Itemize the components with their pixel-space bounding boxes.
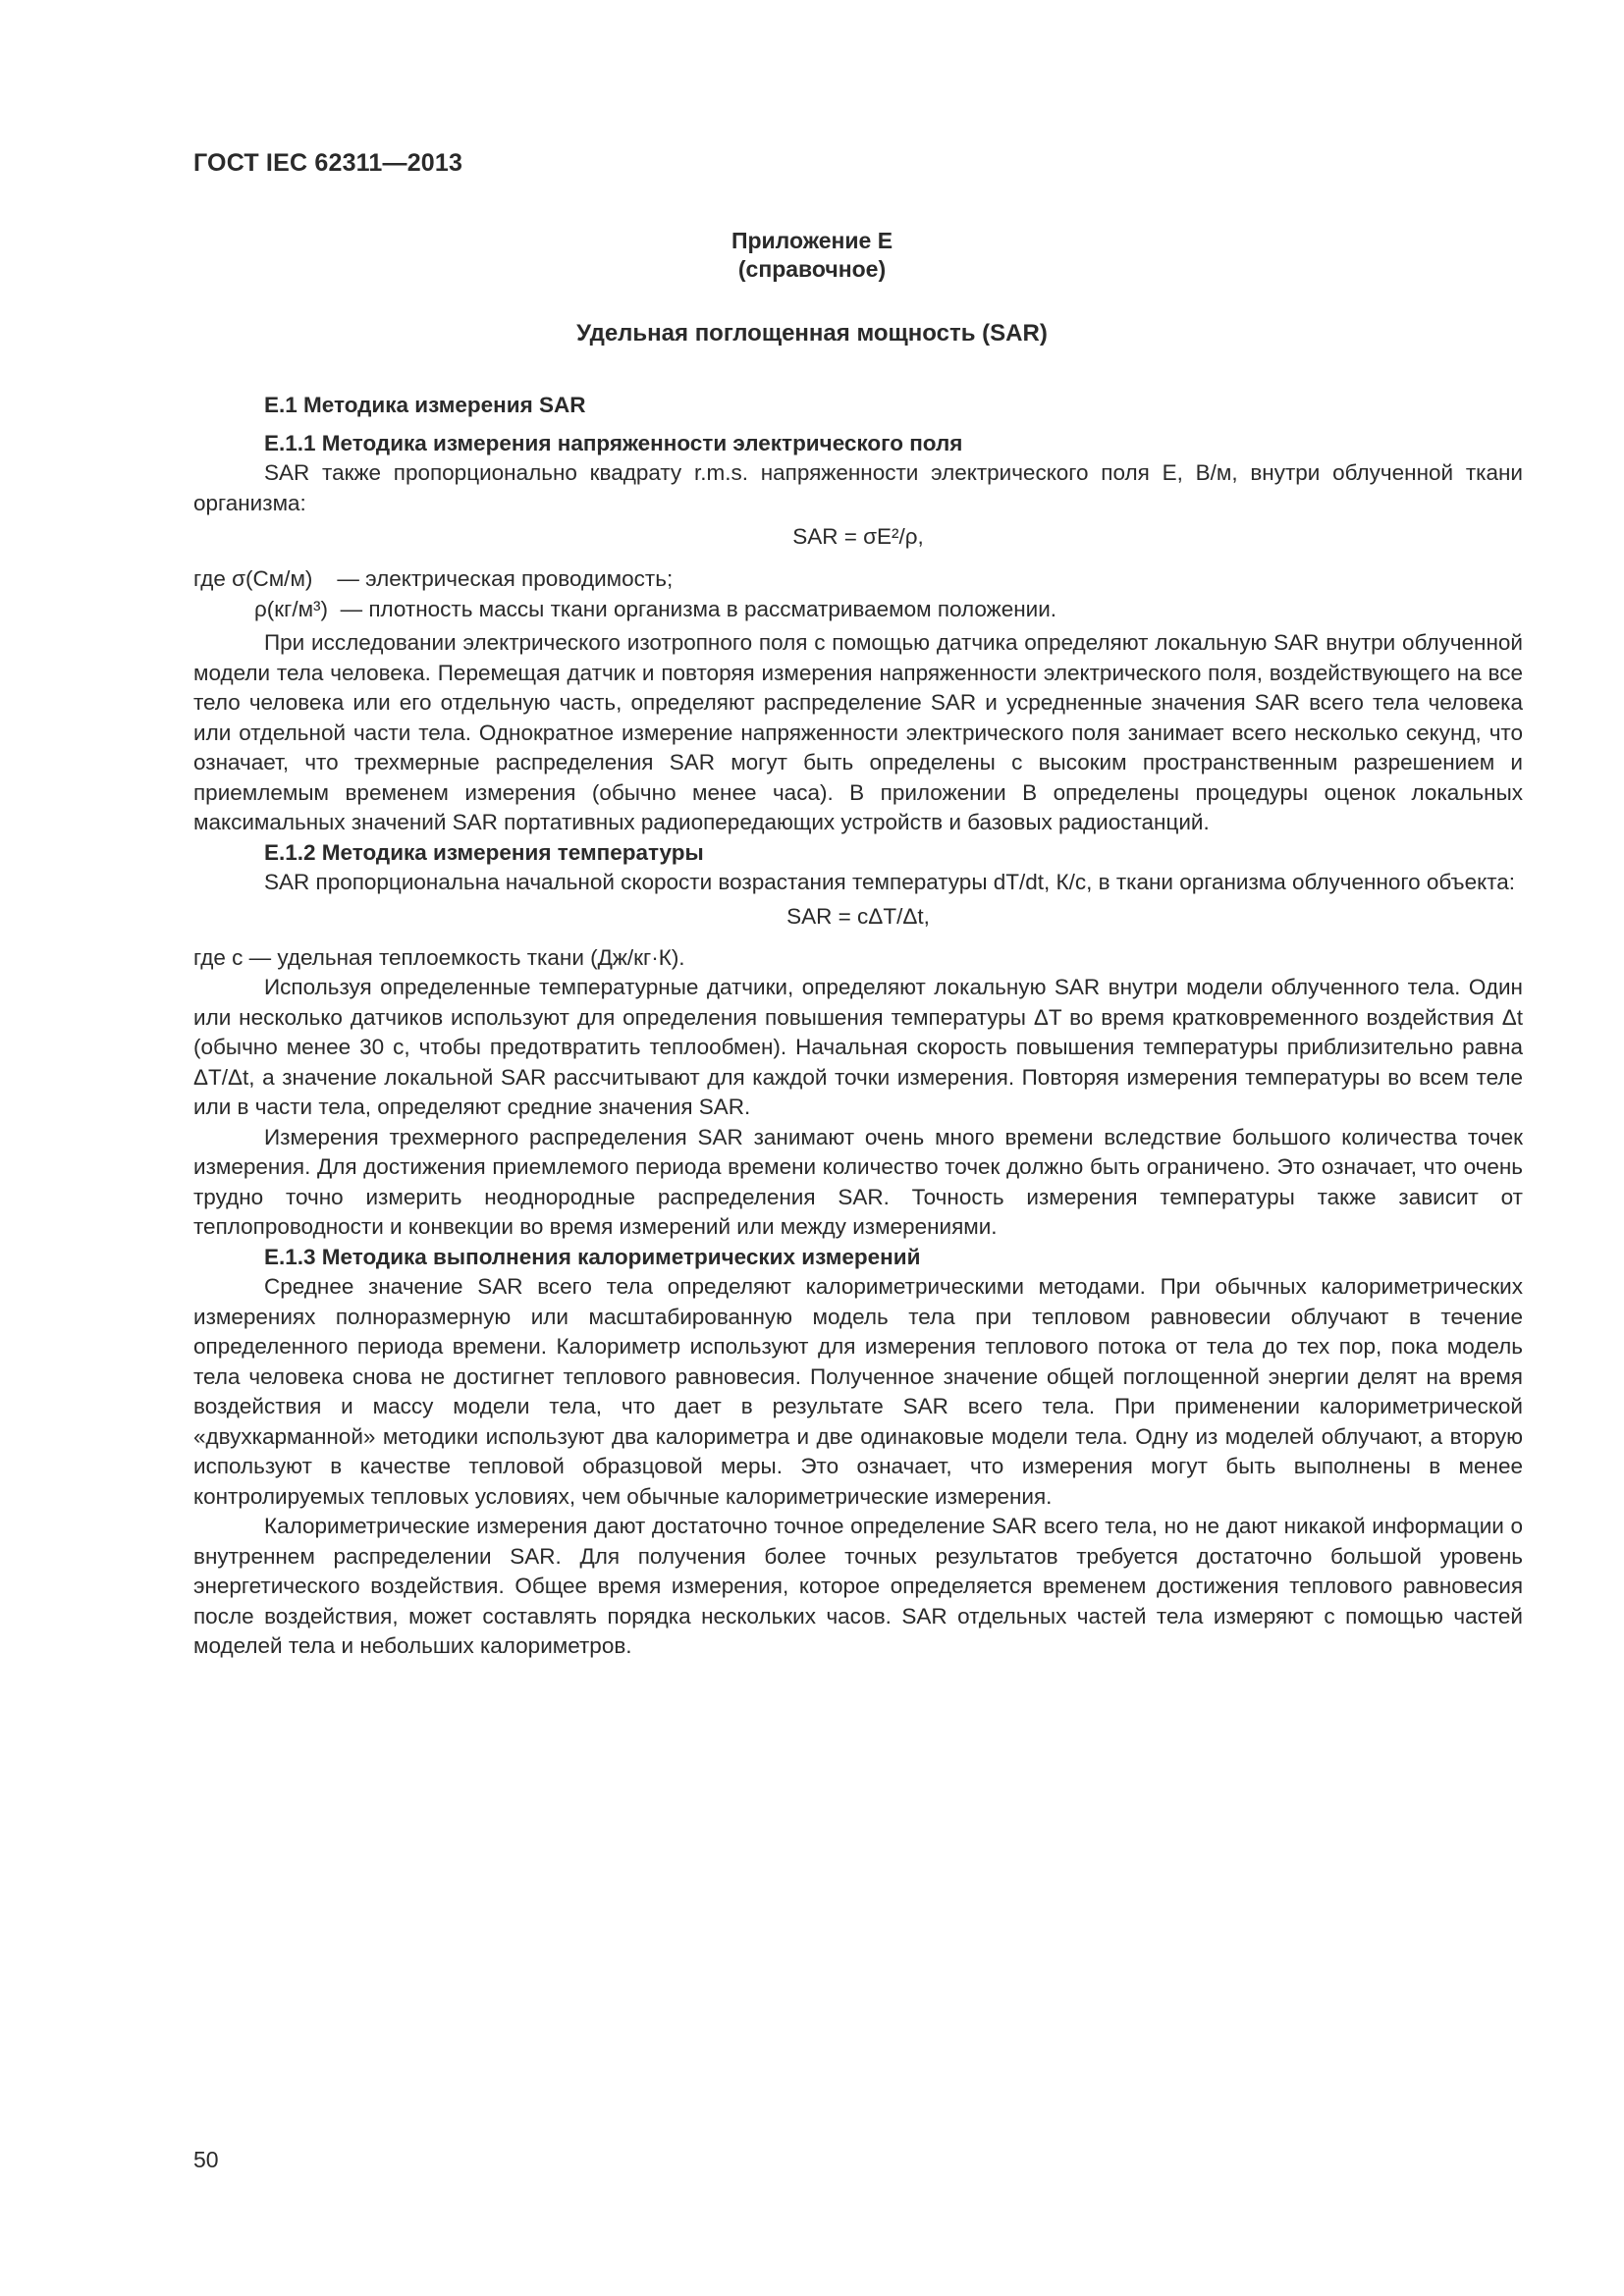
- page-number: 50: [193, 2147, 219, 2172]
- document-header: ГОСТ IEC 62311—2013: [193, 149, 463, 177]
- section-heading-e1-3: E.1.3 Методика выполнения калориметрических измерений: [264, 1244, 921, 1269]
- paragraph: При исследовании электрического изотропного поля с помощью датчика определяют локальную SAR внутри облученной модели тела человека. Перемещая датчик и повторяя измерения напряженности электрического поля, воздействующего на все тело человека или его отдельную часть, определяют распределение SAR и усредненные значения SAR всего тела человека или отдельной части тела. Однократное измерение напряженности электрического поля занимает всего несколько секунд, что означает, что трехмерные распределения SAR могут быть определены с высоким пространственным разрешением и приемлемым временем измерения (обычно менее часа). В приложении В определены процедуры оценок локальных максимальных значений SAR портативных радиопередающих устройств и базовых радиостанций.: [193, 630, 1523, 834]
- formula-sar-temperature: SAR = cΔT/Δt,: [786, 903, 930, 929]
- section-heading-e1-1: E.1.1 Методика измерения напряженности электрического поля: [264, 430, 963, 455]
- paragraph: Среднее значение SAR всего тела определяют калориметрическими методами. При обычных калориметрических измерениях полноразмерную или масштабированную модель тела при тепловом равновесии облучают в течение определенного периода времени. Калориметр используют для измерения теплового потока от тела до тех пор, пока модель тела человека снова не достигнет теплового равновесия. Полученное значение общей поглощенной энергии делят на время воздействия и массу модели тела, что дает в результате SAR всего тела. При применении калориметрической «двухкарманной» методики используют два калориметра и две одинаковые модели тела. Одну из моделей облучают, а вторую используют в качестве тепловой образцовой меры. Это означает, что измерения могут быть выполнены в менее контролируемых тепловых условиях, чем обычные калориметрические измерения.: [193, 1274, 1523, 1509]
- definition-text: — электрическая проводимость;: [337, 566, 674, 591]
- formula-sar-field: SAR = σE²/ρ,: [792, 524, 924, 549]
- definitions-list: [193, 563, 1523, 624]
- paragraph: SAR пропорциональна начальной скорости возрастания температуры dT/dt, К/с, в ткани организма облученного объекта:: [264, 870, 1516, 894]
- paragraph: Калориметрические измерения дают достаточно точное определение SAR всего тела, но не дают никакой информации о внутреннем распределении SAR. Для получения более точных результатов требуется достаточно большой уровень энергетического воздействия. Общее время измерения, которое определяется временем достижения теплового равновесия после воздействия, может составлять порядка нескольких часов. SAR отдельных частей тела измеряют с помощью частей моделей тела и небольших калориметров.: [193, 1514, 1523, 1658]
- annex-title-block: [0, 227, 1624, 284]
- definition-text: — плотность массы ткани организма в рассматриваемом положении.: [340, 597, 1057, 621]
- annex-title: Приложение Е: [731, 228, 893, 253]
- section-heading-e1-2: E.1.2 Методика измерения температуры: [264, 839, 704, 865]
- definition-row: [193, 594, 1523, 624]
- definition-line: где c — удельная теплоемкость ткани (Дж/кг·К).: [193, 944, 685, 970]
- paragraph: Измерения трехмерного распределения SAR занимают очень много времени вследствие большого количества точек измерения. Для достижения приемлемого периода времени количество точек должно быть ограничено. Это означает, что очень трудно точно измерить неоднородные распределения SAR. Точность измерения температуры также зависит от теплопроводности и конвекции во время измерений или между измерениями.: [193, 1124, 1523, 1239]
- annex-kind: (справочное): [737, 256, 887, 282]
- document-body: [193, 391, 1523, 1662]
- annex-heading: Удельная поглощенная мощность (SAR): [576, 320, 1048, 347]
- definition-row: [193, 563, 1523, 594]
- definition-term: ρ(кг/м³): [254, 597, 329, 621]
- paragraph: SAR также пропорционально квадрату r.m.s. напряженности электрического поля E, В/м, внутри облученной ткани организма:: [193, 460, 1523, 515]
- section-heading-e1: E.1 Методика измерения SAR: [264, 393, 586, 417]
- definition-term: где σ(См/м): [193, 566, 313, 591]
- paragraph: Используя определенные температурные датчики, определяют локальную SAR внутри модели облученного тела. Один или несколько датчиков используют для определения повышения температуры ΔT во время кратковременного воздействия Δt (обычно менее 30 с, чтобы предотвратить теплообмен). Начальная скорость повышения температуры приблизительно равна ΔT/Δt, а значение локальной SAR рассчитывают для каждой точки измерения. Повторяя измерения температуры во всем теле или в части тела, определяют средние значения SAR.: [193, 975, 1523, 1119]
